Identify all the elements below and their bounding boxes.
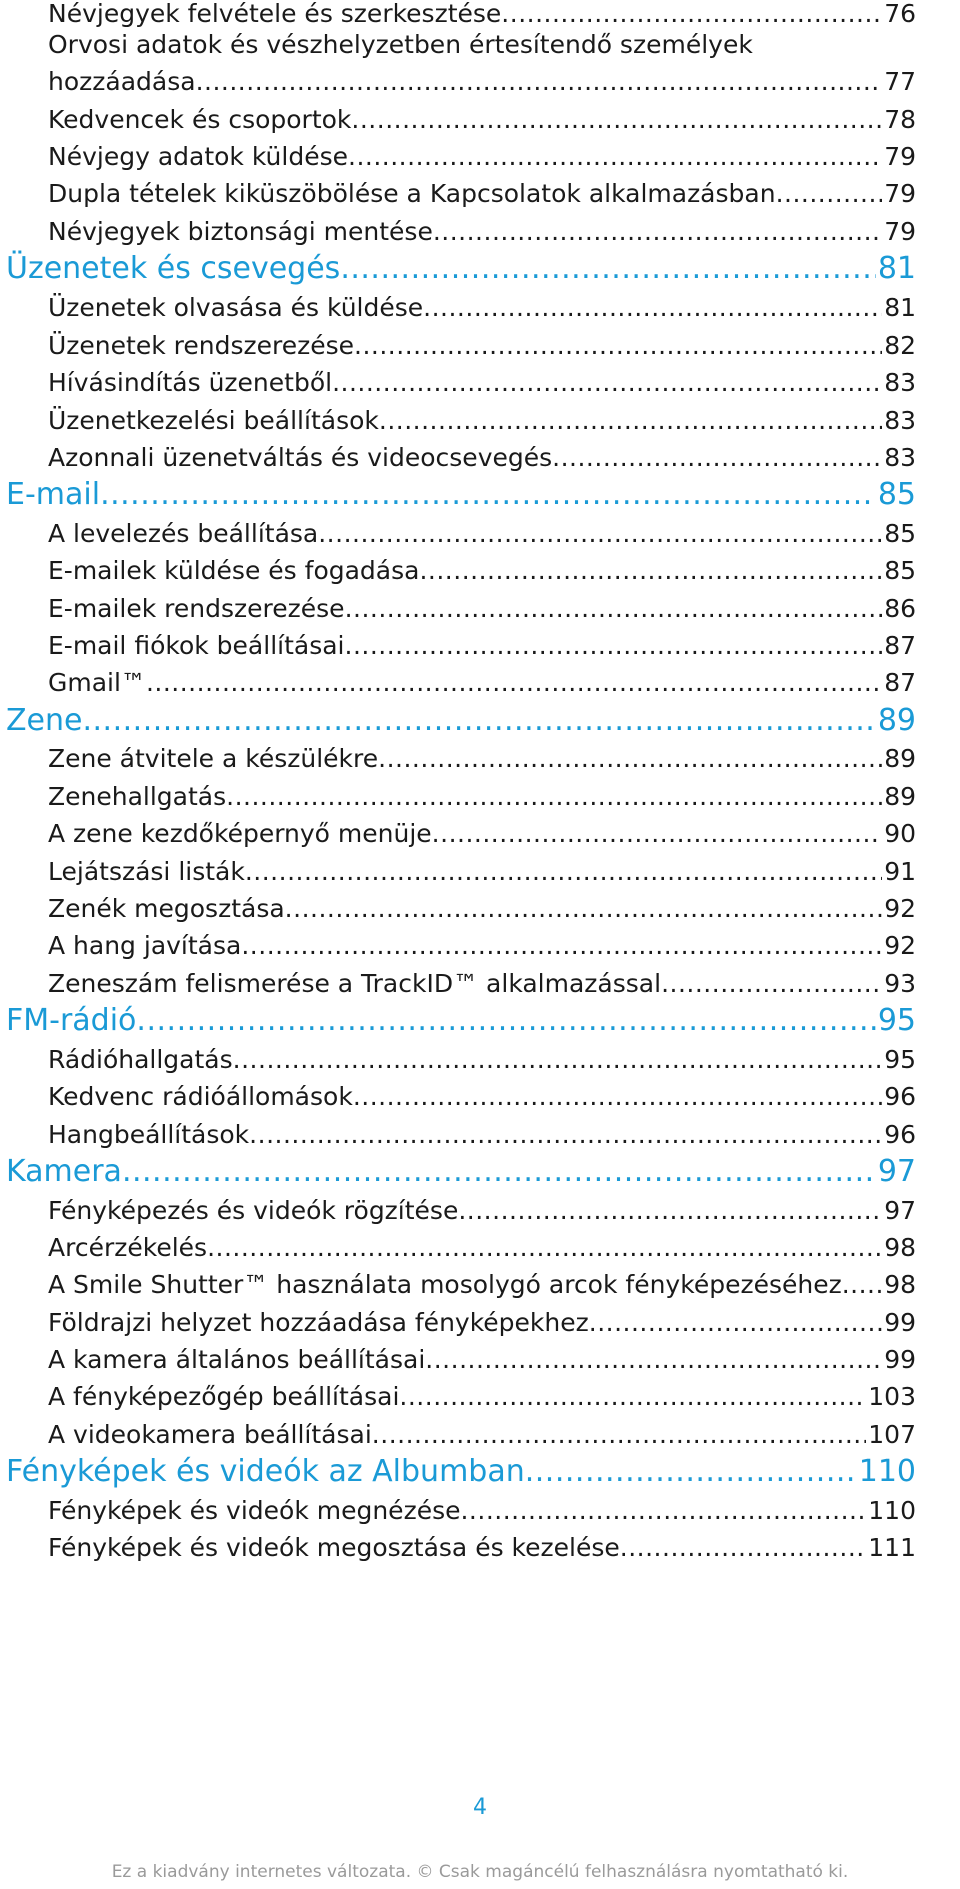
dot-leader [354,327,882,365]
toc-page-number: 81 [877,251,916,286]
toc-entry-title: Fényképek és videók megosztása és kezelése [48,1533,620,1562]
dot-leader [241,927,882,965]
dot-leader [425,1341,882,1379]
toc-page-number: 110 [868,1496,916,1525]
toc-page-number: 83 [884,368,916,397]
toc-entry[interactable] [48,327,916,365]
toc-page-number: 83 [884,406,916,435]
dot-leader [432,815,883,853]
toc-entry-title: Üzenetkezelési beállítások [48,406,379,435]
toc-entry[interactable] [48,1041,916,1079]
toc-entry-title: Kedvencek és csoportok [48,105,352,134]
toc-entry[interactable] [48,175,916,213]
dot-leader [776,175,883,213]
toc-page-number: 85 [877,477,916,512]
dot-leader [249,1116,882,1154]
toc-entry[interactable] [48,1229,916,1267]
toc-section-title: Üzenetek és csevegés [6,251,341,286]
dot-leader [379,402,882,440]
toc-entry-title: E-mailek rendszerezése [48,594,345,623]
toc-entry-title: Zene átvitele a készülékre [48,744,379,773]
toc-entry[interactable] [48,815,916,853]
toc-entry[interactable] [48,1341,916,1379]
toc-entry-title: A fényképezőgép beállításai [48,1382,400,1411]
toc-entry[interactable] [48,138,916,176]
toc-entry-title: Üzenetek rendszerezése [48,331,355,360]
toc-entry-title: Zeneszám felismerése a TrackID™ alkalmazással [48,969,662,998]
toc-page-number: 96 [884,1082,916,1111]
toc-page-number: 90 [884,819,916,848]
toc-entry-title: Zenék megosztása [48,894,285,923]
dot-leader [351,101,882,139]
toc-page-number: 95 [884,1045,916,1074]
toc-section[interactable] [6,1000,916,1042]
toc-entry-title: A levelezés beállítása [48,519,319,548]
toc-entry[interactable] [48,1529,916,1567]
toc-page-number: 107 [868,1420,916,1449]
toc-page-number: 89 [884,744,916,773]
dot-leader [207,1229,882,1267]
toc-entry[interactable] [48,1416,916,1454]
toc-entry[interactable] [48,1078,916,1116]
dot-leader [419,552,882,590]
dot-leader [82,700,875,742]
dot-leader [340,248,876,290]
toc-entry-title: Zenehallgatás [48,782,227,811]
toc-entry-title: Fényképezés és videók rögzítése [48,1196,459,1225]
toc-section-title: FM-rádió [6,1003,137,1038]
dot-leader [318,515,882,553]
dot-leader [122,1151,876,1193]
dot-leader [589,1304,882,1342]
toc-entry[interactable] [48,63,916,101]
toc-page-number: 91 [884,857,916,886]
toc-entry-title: Kedvenc rádióállomások [48,1082,353,1111]
toc-section[interactable] [6,1151,916,1193]
toc-entry[interactable] [48,927,916,965]
toc-section-title: Kamera [6,1154,122,1189]
toc-entry[interactable] [48,965,916,1003]
toc-entry[interactable] [48,289,916,327]
dot-leader [196,63,883,101]
dot-leader [423,289,882,327]
toc-entry-title: hozzáadása [48,67,196,96]
toc-entry-title: Azonnali üzenetváltás és videocsevegés [48,443,553,472]
toc-entry[interactable] [48,26,916,64]
toc-page-number: 79 [884,179,916,208]
toc-entry[interactable] [48,1116,916,1154]
toc-entry[interactable] [48,853,916,891]
toc-page-number: 81 [884,293,916,322]
toc-section[interactable] [6,700,916,742]
dot-leader [332,364,882,402]
toc-entry-title: A Smile Shutter™ használata mosolygó arcok fényképezéséhez [48,1270,842,1299]
footer-notice: Ez a kiadvány internetes változata. © Csak magáncélú felhasználásra nyomtatható ki. [111,1862,849,1882]
toc-page-number: 110 [858,1454,916,1489]
toc-page-number: 96 [884,1120,916,1149]
toc-entry[interactable] [48,740,916,778]
toc-page-number: 79 [884,217,916,246]
toc-page-number: 82 [884,331,916,360]
toc-section[interactable] [6,1451,916,1493]
dot-leader [552,439,882,477]
toc-entry-title: Rádióhallgatás [48,1045,233,1074]
toc-entry-title: A kamera általános beállításai [48,1345,426,1374]
toc-page-number: 103 [868,1382,916,1411]
toc-entry-title: E-mailek küldése és fogadása [48,556,420,585]
dot-leader [842,1266,882,1304]
toc-entry-title: Dupla tételek kiküszöbölése a Kapcsolatok alkalmazásban [48,179,776,208]
dot-leader [353,1078,882,1116]
dot-leader [433,213,882,251]
toc-page-number: 92 [884,894,916,923]
dot-leader [460,1492,866,1530]
toc-page-number: 93 [884,969,916,998]
toc-page-number: 97 [877,1154,916,1189]
dot-leader [348,138,882,176]
toc-entry[interactable] [48,101,916,139]
toc-entry[interactable] [48,664,916,702]
toc-entry-title: Névjegy adatok küldése [48,142,348,171]
toc-entry-title: Arcérzékelés [48,1233,208,1262]
toc-entry[interactable] [48,1492,916,1530]
dot-leader [372,1416,866,1454]
toc-entry-title: Üzenetek olvasása és küldése [48,293,424,322]
toc-page-number: 86 [884,594,916,623]
toc-entry-title: Fényképek és videók megnézése [48,1496,461,1525]
toc-entry[interactable] [48,364,916,402]
dot-leader [661,965,882,1003]
toc-page-number: 83 [884,443,916,472]
toc-entry[interactable] [48,1192,916,1230]
toc-entry-title: Orvosi adatok és vészhelyzetben értesítendő személyek [48,30,753,59]
toc-page-number: 85 [884,556,916,585]
dot-leader [285,890,883,928]
dot-leader [233,1041,883,1079]
dot-leader [620,1529,867,1567]
toc-page-number: 98 [884,1233,916,1262]
toc-page-number: 87 [884,631,916,660]
toc-entry[interactable] [48,402,916,440]
toc-entry-title: Földrajzi helyzet hozzáadása fényképekhez [48,1308,589,1337]
dot-leader [345,627,883,665]
toc-section[interactable] [6,474,916,516]
toc-page-number: 99 [884,1308,916,1337]
toc-page-number: 97 [884,1196,916,1225]
toc-entry-title: Névjegyek biztonsági mentése [48,217,433,246]
toc-page-number: 89 [877,703,916,738]
toc-entry-title: Névjegyek felvétele és szerkesztése [48,0,502,28]
toc-entry[interactable] [48,515,916,553]
toc-entry[interactable] [48,552,916,590]
dot-leader [226,778,882,816]
toc-entry[interactable] [48,778,916,816]
toc-page-number: 79 [884,142,916,171]
toc-page-number: 95 [877,1003,916,1038]
toc-entry[interactable] [48,1304,916,1342]
toc-entry-title: A zene kezdőképernyő menüje [48,819,432,848]
toc-entry-title: Gmail™ [48,668,146,697]
toc-entry[interactable] [48,439,916,477]
toc-page-number: 77 [884,67,916,96]
dot-leader [378,740,882,778]
toc-entry[interactable] [48,890,916,928]
toc-entry[interactable] [48,1378,916,1416]
dot-leader [345,590,883,628]
toc-entry-title: Hívásindítás üzenetből [48,368,333,397]
toc-page-number: 89 [884,782,916,811]
toc-entry[interactable] [48,627,916,665]
dot-leader [136,1000,875,1042]
toc-section-title: Fényképek és videók az Albumban [6,1454,525,1489]
toc-page-number: 87 [884,668,916,697]
toc-section-title: E-mail [6,477,101,512]
dot-leader [399,1378,866,1416]
toc-entry[interactable] [48,590,916,628]
toc-entry-title: A hang javítása [48,931,242,960]
dot-leader [525,1451,857,1493]
toc-entry[interactable] [48,1266,916,1304]
toc-page-number: 85 [884,519,916,548]
dot-leader [100,474,876,516]
toc-page-number: 76 [884,0,916,28]
toc-entry[interactable] [48,213,916,251]
dot-leader [458,1192,882,1230]
toc-entry-title: E-mail fiókok beállításai [48,631,345,660]
toc-page-number: 111 [868,1533,916,1562]
dot-leader [245,853,882,891]
toc-section-title: Zene [6,703,83,738]
toc-page-number: 99 [884,1345,916,1374]
toc-section[interactable] [6,248,916,290]
toc-entry-title: Lejátszási listák [48,857,245,886]
toc-entry-title: Hangbeállítások [48,1120,250,1149]
page-number: 4 [473,1795,487,1820]
toc-page-number: 78 [884,105,916,134]
toc-page-number: 98 [884,1270,916,1299]
toc-page-number: 92 [884,931,916,960]
toc-entry-title: A videokamera beállításai [48,1420,372,1449]
dot-leader [146,664,882,702]
